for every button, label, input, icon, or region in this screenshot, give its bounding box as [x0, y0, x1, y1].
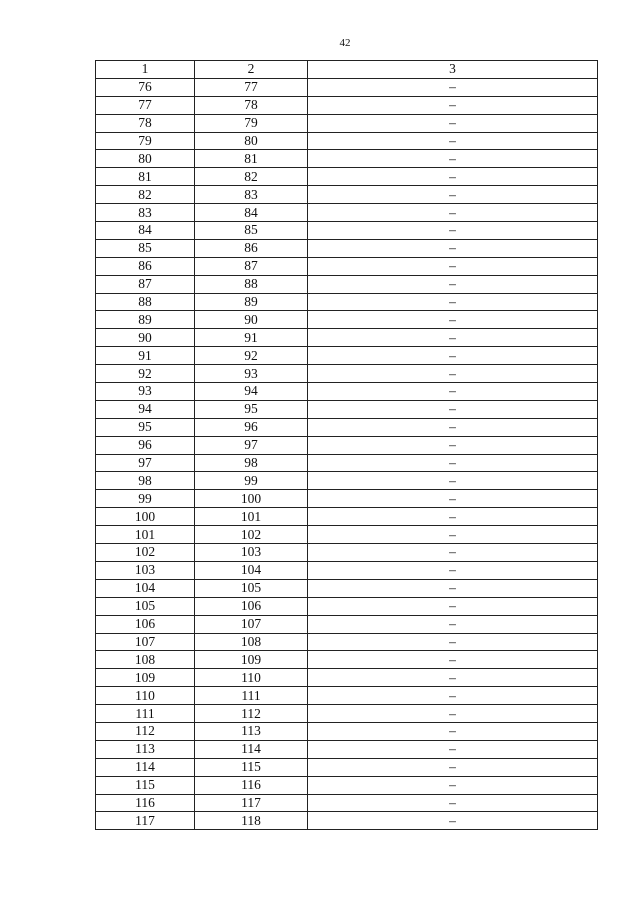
column-header: 2 [195, 61, 308, 79]
table-cell: – [308, 168, 598, 186]
table-cell: 85 [96, 239, 195, 257]
table-cell: – [308, 472, 598, 490]
table-cell: – [308, 651, 598, 669]
table-row [96, 669, 598, 687]
table-row [96, 794, 598, 812]
table-row [96, 526, 598, 544]
table-cell: – [308, 526, 598, 544]
table-cell: 103 [195, 544, 308, 562]
table-cell: 77 [195, 78, 308, 96]
table-row [96, 78, 598, 96]
table-row [96, 114, 598, 132]
table-row [96, 204, 598, 222]
table-row [96, 651, 598, 669]
table-row [96, 275, 598, 293]
table-cell: 92 [96, 365, 195, 383]
table-cell: 101 [195, 508, 308, 526]
table-cell: 102 [96, 544, 195, 562]
table-cell: 90 [96, 329, 195, 347]
table-cell: – [308, 436, 598, 454]
table-row [96, 722, 598, 740]
table-cell: 79 [96, 132, 195, 150]
table-cell: 99 [195, 472, 308, 490]
table-cell: 89 [96, 311, 195, 329]
table-row [96, 383, 598, 401]
table-cell: 105 [195, 579, 308, 597]
table-cell: – [308, 615, 598, 633]
table-row [96, 311, 598, 329]
table-cell: 90 [195, 311, 308, 329]
table-cell: – [308, 812, 598, 830]
table-cell: 107 [96, 633, 195, 651]
table-cell: – [308, 204, 598, 222]
table-cell: 97 [195, 436, 308, 454]
table-cell: 100 [195, 490, 308, 508]
table-cell: 107 [195, 615, 308, 633]
table-row [96, 239, 598, 257]
table-cell: 108 [96, 651, 195, 669]
table-cell: 102 [195, 526, 308, 544]
table-row [96, 293, 598, 311]
table-cell: – [308, 400, 598, 418]
table-cell: – [308, 794, 598, 812]
table-row [96, 329, 598, 347]
table-cell: – [308, 669, 598, 687]
table-cell: 98 [96, 472, 195, 490]
table-cell: 115 [96, 776, 195, 794]
table-row [96, 347, 598, 365]
table-cell: – [308, 275, 598, 293]
table-cell: – [308, 78, 598, 96]
table-cell: – [308, 633, 598, 651]
table-cell: 86 [195, 239, 308, 257]
table-cell: 80 [195, 132, 308, 150]
table-cell: 116 [195, 776, 308, 794]
table-cell: 88 [195, 275, 308, 293]
table-cell: 104 [195, 561, 308, 579]
table-row [96, 740, 598, 758]
table-row [96, 454, 598, 472]
table-cell: 109 [96, 669, 195, 687]
table-row [96, 508, 598, 526]
table-row [96, 687, 598, 705]
table-cell: 82 [195, 168, 308, 186]
table-cell: 110 [96, 687, 195, 705]
table-cell: – [308, 365, 598, 383]
table-cell: – [308, 740, 598, 758]
table-cell: 80 [96, 150, 195, 168]
table-cell: 101 [96, 526, 195, 544]
table-row [96, 561, 598, 579]
table-cell: 113 [195, 722, 308, 740]
table-cell: 112 [96, 722, 195, 740]
table-cell: 77 [96, 96, 195, 114]
table-cell: – [308, 222, 598, 240]
table-cell: 83 [96, 204, 195, 222]
table-row [96, 812, 598, 830]
table-cell: 79 [195, 114, 308, 132]
table-row [96, 418, 598, 436]
table-cell: – [308, 508, 598, 526]
table-cell: 106 [195, 597, 308, 615]
table-cell: 84 [96, 222, 195, 240]
table-row [96, 579, 598, 597]
table-row [96, 150, 598, 168]
table-cell: 89 [195, 293, 308, 311]
table-cell: 111 [96, 705, 195, 723]
table-cell: – [308, 239, 598, 257]
table-cell: 110 [195, 669, 308, 687]
table-cell: 95 [195, 400, 308, 418]
table-cell: 93 [195, 365, 308, 383]
table-cell: 82 [96, 186, 195, 204]
table-row [96, 400, 598, 418]
table-row [96, 257, 598, 275]
table-cell: 85 [195, 222, 308, 240]
table-row [96, 132, 598, 150]
table-cell: – [308, 687, 598, 705]
table-cell: – [308, 150, 598, 168]
table-cell: 87 [96, 275, 195, 293]
table-row [96, 597, 598, 615]
table-cell: 91 [195, 329, 308, 347]
table-cell: – [308, 454, 598, 472]
table-cell: – [308, 579, 598, 597]
table-row [96, 490, 598, 508]
table-cell: – [308, 705, 598, 723]
table-cell: 114 [96, 758, 195, 776]
page-number: 42 [339, 37, 351, 49]
table-cell: 86 [96, 257, 195, 275]
table-cell: 78 [195, 96, 308, 114]
table-cell: 94 [96, 400, 195, 418]
table-row [96, 758, 598, 776]
table-cell: 104 [96, 579, 195, 597]
table-header-row [96, 61, 598, 79]
table-cell: 111 [195, 687, 308, 705]
table-cell: – [308, 311, 598, 329]
table-cell: 92 [195, 347, 308, 365]
table-body [96, 61, 598, 830]
table-cell: 116 [96, 794, 195, 812]
table-cell: 81 [96, 168, 195, 186]
table-cell: – [308, 132, 598, 150]
table-cell: 88 [96, 293, 195, 311]
table-cell: 87 [195, 257, 308, 275]
table-cell: 99 [96, 490, 195, 508]
table-cell: 84 [195, 204, 308, 222]
table-row [96, 436, 598, 454]
table-cell: 96 [195, 418, 308, 436]
table-cell: – [308, 383, 598, 401]
table-cell: 95 [96, 418, 195, 436]
table-cell: – [308, 257, 598, 275]
table-cell: 100 [96, 508, 195, 526]
table-cell: 76 [96, 78, 195, 96]
table-cell: 103 [96, 561, 195, 579]
table-cell: – [308, 329, 598, 347]
table-row [96, 96, 598, 114]
table-cell: 105 [96, 597, 195, 615]
table-cell: 106 [96, 615, 195, 633]
table-cell: – [308, 186, 598, 204]
table-cell: – [308, 418, 598, 436]
table-cell: – [308, 544, 598, 562]
table-cell: 97 [96, 454, 195, 472]
table-cell: – [308, 490, 598, 508]
table-row [96, 705, 598, 723]
table-cell: 117 [195, 794, 308, 812]
table-cell: 83 [195, 186, 308, 204]
table-cell: 118 [195, 812, 308, 830]
table-cell: 109 [195, 651, 308, 669]
table-cell: 117 [96, 812, 195, 830]
table-row [96, 168, 598, 186]
table-row [96, 615, 598, 633]
table-cell: 113 [96, 740, 195, 758]
table-cell: 108 [195, 633, 308, 651]
table-cell: – [308, 114, 598, 132]
table-row [96, 365, 598, 383]
table-cell: – [308, 96, 598, 114]
table-cell: 91 [96, 347, 195, 365]
column-header: 1 [96, 61, 195, 79]
table-cell: – [308, 347, 598, 365]
table-row [96, 472, 598, 490]
table-row [96, 776, 598, 794]
table-cell: – [308, 293, 598, 311]
table-cell: – [308, 776, 598, 794]
table-cell: 78 [96, 114, 195, 132]
data-table [95, 60, 598, 830]
table-row [96, 633, 598, 651]
table-cell: – [308, 758, 598, 776]
table-cell: – [308, 597, 598, 615]
table-cell: 81 [195, 150, 308, 168]
table-cell: 115 [195, 758, 308, 776]
table-row [96, 544, 598, 562]
table-cell: 94 [195, 383, 308, 401]
table-cell: 114 [195, 740, 308, 758]
table-cell: 93 [96, 383, 195, 401]
table-cell: 96 [96, 436, 195, 454]
table-cell: 98 [195, 454, 308, 472]
column-header: 3 [308, 61, 598, 79]
table-cell: – [308, 722, 598, 740]
table-row [96, 186, 598, 204]
table-row [96, 222, 598, 240]
table-cell: 112 [195, 705, 308, 723]
table-cell: – [308, 561, 598, 579]
